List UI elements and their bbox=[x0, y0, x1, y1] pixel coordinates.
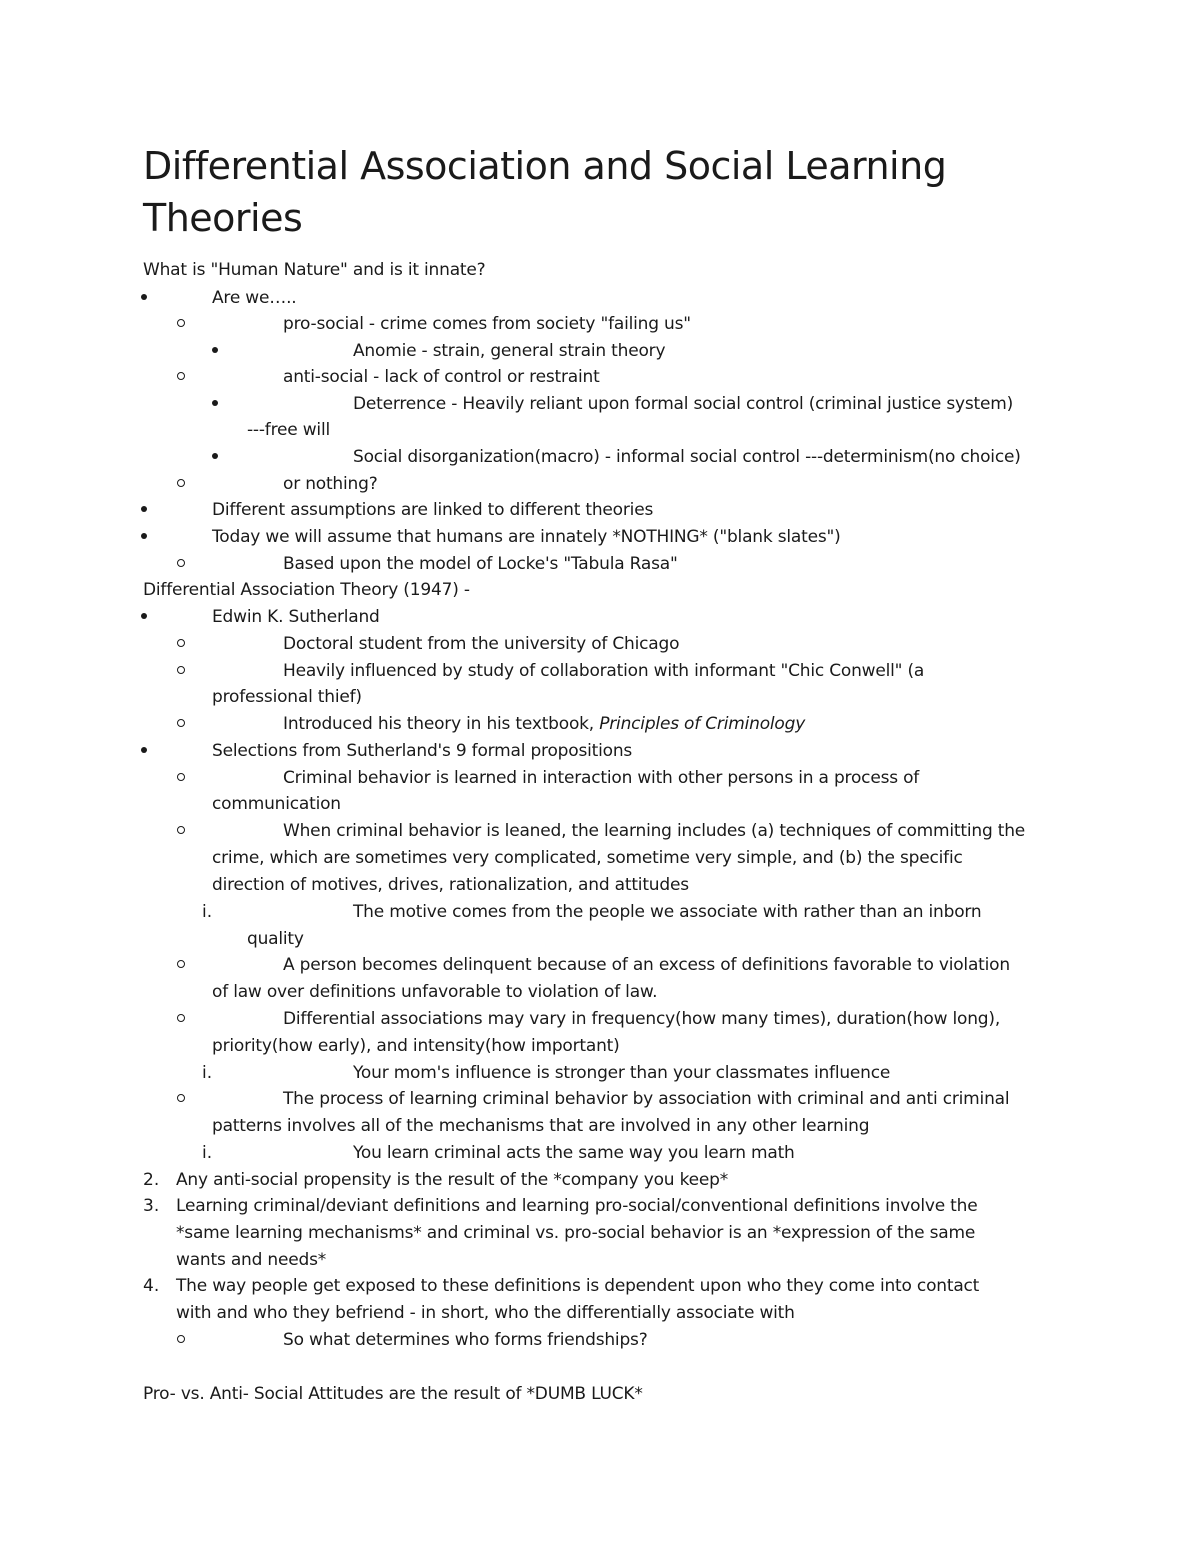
list-item: Your mom's influence is stronger than your classmates influence bbox=[353, 1063, 891, 1083]
book-title: Principles of Criminology bbox=[599, 714, 806, 734]
list-item: You learn criminal acts the same way you learn math bbox=[353, 1143, 795, 1163]
numbered-item-continuation: *same learning mechanisms* and criminal vs. pro-social behavior is an *expression of the same bbox=[176, 1223, 976, 1243]
list-item: Today we will assume that humans are innately *NOTHING* ("blank slates") bbox=[212, 527, 841, 547]
bullet-icon bbox=[212, 445, 218, 469]
circle-bullet-icon bbox=[177, 819, 185, 843]
circle-bullet-icon bbox=[177, 365, 185, 389]
roman-numeral-marker: i. bbox=[202, 1143, 213, 1163]
numbered-item: The way people get exposed to these definitions is dependent upon who they come into contact bbox=[176, 1276, 980, 1296]
circle-bullet-icon bbox=[177, 712, 185, 736]
document-title: Differential Association and Social Learning Theories bbox=[143, 144, 947, 240]
number-marker: 4. bbox=[143, 1276, 160, 1296]
circle-bullet-icon bbox=[177, 1328, 185, 1352]
list-item: A person becomes delinquent because of an excess of definitions favorable to violation bbox=[283, 955, 1010, 975]
list-item: Edwin K. Sutherland bbox=[212, 607, 380, 627]
bullet-icon bbox=[141, 739, 147, 763]
bullet-icon bbox=[212, 339, 218, 363]
list-item: Based upon the model of Locke's "Tabula Rasa" bbox=[283, 554, 678, 574]
bullet-icon bbox=[141, 286, 147, 310]
list-item-continuation: direction of motives, drives, rationalization, and attitudes bbox=[212, 875, 689, 895]
list-item-text: Introduced his theory in his textbook, bbox=[283, 714, 600, 734]
list-item bbox=[283, 712, 805, 736]
list-item: pro-social - crime comes from society "failing us" bbox=[283, 314, 691, 334]
list-item: When criminal behavior is leaned, the learning includes (a) techniques of committing the bbox=[283, 821, 1026, 841]
list-item-continuation: professional thief) bbox=[212, 687, 362, 707]
roman-numeral-marker: i. bbox=[202, 1063, 213, 1083]
list-item: Anomie - strain, general strain theory bbox=[353, 341, 666, 361]
section-heading: Differential Association Theory (1947) - bbox=[143, 580, 470, 600]
list-item: Deterrence - Heavily reliant upon formal social control (criminal justice system) bbox=[353, 394, 1014, 414]
list-item-continuation: priority(how early), and intensity(how important) bbox=[212, 1036, 620, 1056]
circle-bullet-icon bbox=[177, 766, 185, 790]
list-item: anti-social - lack of control or restraint bbox=[283, 367, 600, 387]
list-item-continuation: of law over definitions unfavorable to violation of law. bbox=[212, 982, 658, 1002]
numbered-item-continuation: with and who they befriend - in short, who the differentially associate with bbox=[176, 1303, 795, 1323]
bullet-icon bbox=[141, 605, 147, 629]
circle-bullet-icon bbox=[177, 552, 185, 576]
list-item-continuation: ---free will bbox=[247, 420, 330, 440]
numbered-item-continuation: wants and needs* bbox=[176, 1250, 327, 1270]
list-item: Selections from Sutherland's 9 formal propositions bbox=[212, 741, 633, 761]
list-item-continuation: quality bbox=[247, 929, 304, 949]
list-item: Are we….. bbox=[212, 288, 297, 308]
closing-line: Pro- vs. Anti- Social Attitudes are the result of *DUMB LUCK* bbox=[143, 1384, 643, 1404]
bullet-icon bbox=[141, 525, 147, 549]
list-item: Criminal behavior is learned in interaction with other persons in a process of bbox=[283, 768, 920, 788]
number-marker: 2. bbox=[143, 1170, 160, 1190]
circle-bullet-icon bbox=[177, 472, 185, 496]
circle-bullet-icon bbox=[177, 312, 185, 336]
list-item-continuation: crime, which are sometimes very complicated, sometime very simple, and (b) the specific bbox=[212, 848, 963, 868]
list-item: Heavily influenced by study of collaboration with informant "Chic Conwell" (a bbox=[283, 661, 925, 681]
circle-bullet-icon bbox=[177, 1087, 185, 1111]
circle-bullet-icon bbox=[177, 659, 185, 683]
list-item: Different assumptions are linked to different theories bbox=[212, 500, 654, 520]
list-item: The motive comes from the people we associate with rather than an inborn bbox=[353, 902, 982, 922]
list-item-continuation: communication bbox=[212, 794, 341, 814]
numbered-item: Any anti-social propensity is the result of the *company you keep* bbox=[176, 1170, 729, 1190]
circle-bullet-icon bbox=[177, 632, 185, 656]
list-item: So what determines who forms friendships? bbox=[283, 1330, 648, 1350]
number-marker: 3. bbox=[143, 1196, 160, 1216]
circle-bullet-icon bbox=[177, 1007, 185, 1031]
bullet-icon bbox=[141, 498, 147, 522]
bullet-icon bbox=[212, 392, 218, 416]
list-item: Social disorganization(macro) - informal social control ---determinism(no choice) bbox=[353, 447, 1021, 467]
numbered-item: Learning criminal/deviant definitions and learning pro-social/conventional definitions involve the bbox=[176, 1196, 978, 1216]
list-item: or nothing? bbox=[283, 474, 378, 494]
question-line: What is "Human Nature" and is it innate? bbox=[143, 260, 486, 280]
list-item: Differential associations may vary in frequency(how many times), duration(how long), bbox=[283, 1009, 1001, 1029]
list-item-continuation: patterns involves all of the mechanisms that are involved in any other learning bbox=[212, 1116, 870, 1136]
roman-numeral-marker: i. bbox=[202, 902, 213, 922]
list-item: Doctoral student from the university of Chicago bbox=[283, 634, 680, 654]
list-item: The process of learning criminal behavior by association with criminal and anti criminal bbox=[283, 1089, 1010, 1109]
circle-bullet-icon bbox=[177, 953, 185, 977]
